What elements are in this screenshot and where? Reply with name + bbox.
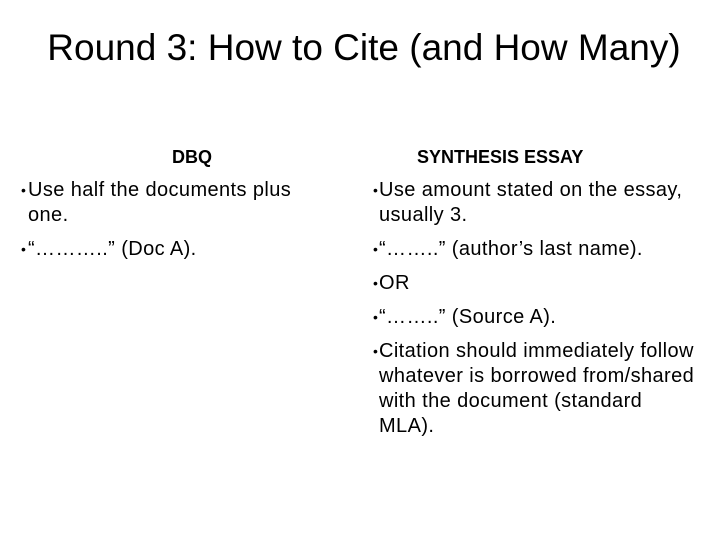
list-item-text: “………..” (Doc A). [28,238,197,260]
bullet-icon: • [373,343,379,359]
list-item [373,178,699,228]
bullet-icon: • [373,241,379,257]
list-item [373,237,699,262]
synthesis-essay-heading [379,146,695,168]
bullet-icon: • [373,275,379,291]
list-item [373,339,699,439]
slide-title: Round 3: How to Cite (and How Many) [47,27,681,68]
dbq-heading [20,146,376,168]
bullet-icon: • [373,182,379,198]
list-item [373,271,699,296]
bullet-icon: • [21,182,27,198]
list-item-text: “……..” (Source A). [379,306,557,328]
list-item-text: Citation should immediately follow whatever is borrowed from/shared with the document (standard MLA). [379,340,695,437]
synthesis-essay-heading-text: SYNTHESIS ESSAY [417,147,584,167]
list-item [373,305,699,330]
list-item-text: OR [379,272,410,294]
list-item-text: Use amount stated on the essay, usually 3. [379,179,683,226]
list-item [21,237,328,262]
list-item-text: Use half the documents plus one. [28,179,292,226]
dbq-heading-text: DBQ [172,147,212,167]
synthesis-bullet-list [373,178,699,448]
bullet-icon: • [373,309,379,325]
dbq-bullet-list [21,178,328,271]
list-item-text: “……..” (author’s last name). [379,238,643,260]
list-item [21,178,328,228]
bullet-icon: • [21,241,27,257]
